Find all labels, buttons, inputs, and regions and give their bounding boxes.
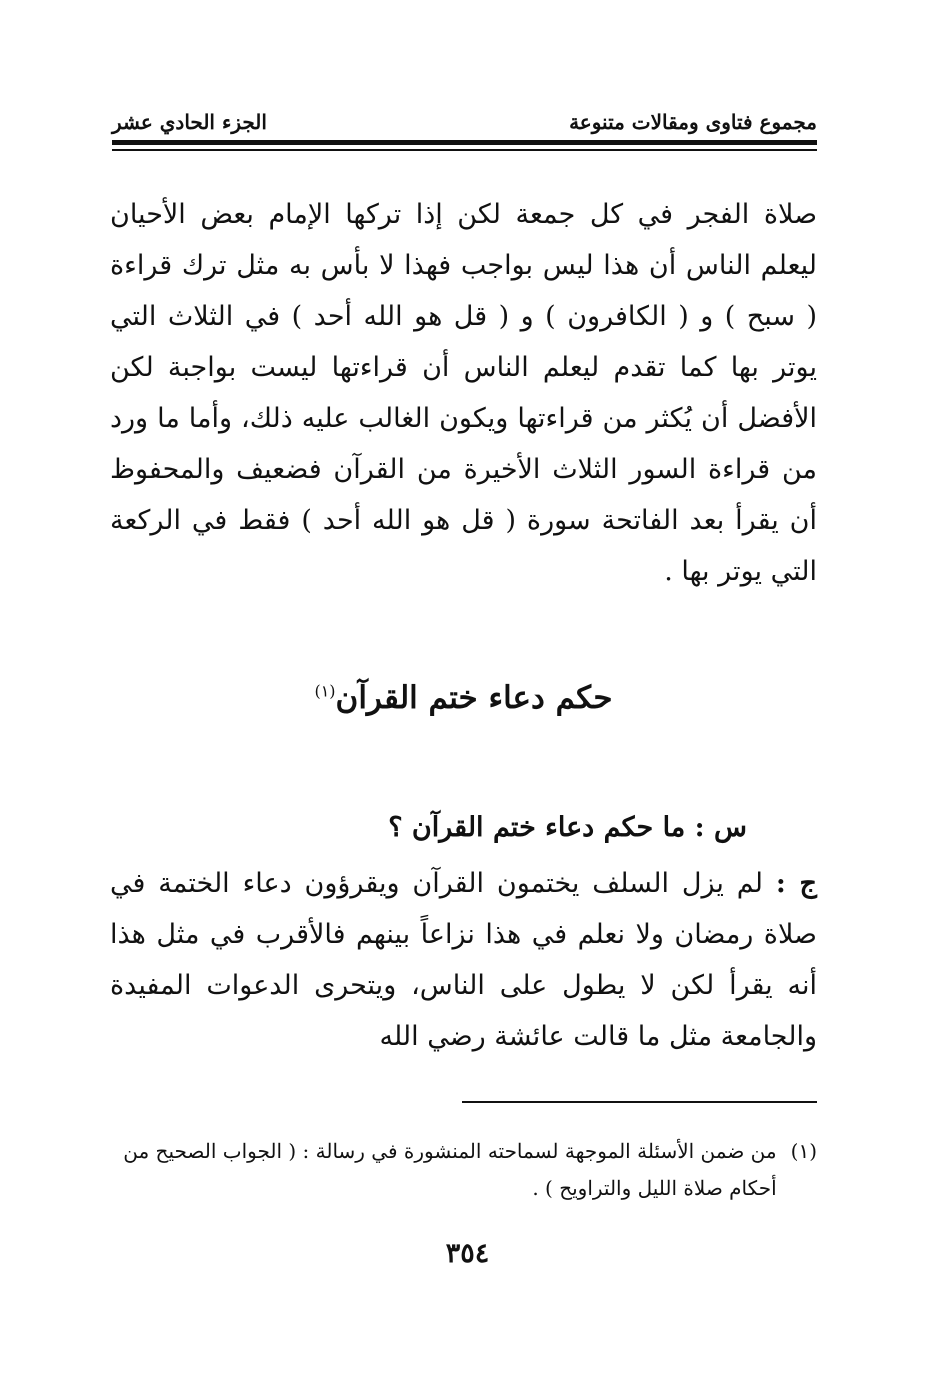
answer-marker: ج : <box>775 868 817 899</box>
paragraph-continued <box>110 189 817 597</box>
answer-text: لم يزل السلف يختمون القرآن ويقرؤون دعاء الختمة في صلاة رمضان ولا نعلم في هذا نزاعاً بينهم فالأقرب في مثل هذا أنه يقرأ لكن لا يطول على الناس، ويتحرى الدعوات المفيدة والجامعة مثل ما قالت عائشة رضي الله <box>110 868 817 1052</box>
series-title: مجموع فتاوى ومقالات متنوعة <box>569 110 817 134</box>
volume-label: الجزء الحادي عشر <box>112 110 267 134</box>
footnote-number: (١) <box>790 1139 817 1163</box>
paragraph-text: صلاة الفجر في كل جمعة لكن إذا تركها الإمام بعض الأحيان ليعلم الناس أن هذا ليس بواجب فهذا لا بأس به مثل ترك قراءة ( سبح ) و ( الكافرون ) و ( قل هو الله أحد ) في الثلاث التي يوتر بها كما تقدم ليعلم الناس أن قراءتها ليست بواجبة لكن الأفضل أن يُكثر من قراءتها ويكون الغالب عليه ذلك، وأما ما ورد من قراءة السور الثلاث الأخيرة من القرآن فضعيف والمحفوظ أن يقرأ بعد الفاتحة سورة ( قل هو الله أحد ) فقط في الركعة التي يوتر بها . <box>110 199 817 587</box>
section-title <box>110 680 817 716</box>
question <box>110 802 817 853</box>
answer <box>110 858 817 1062</box>
section-title-text: حكم دعاء ختم القرآن <box>335 680 613 716</box>
header-rule-thin <box>112 149 817 151</box>
header-rule-thick <box>112 140 817 145</box>
footnote <box>110 1133 817 1207</box>
footnote-text: من ضمن الأسئلة الموجهة لسماحته المنشورة في رسالة : ( الجواب الصحيح من أحكام صلاة الليل والتراويح ) . <box>123 1139 777 1200</box>
question-text: س : ما حكم دعاء ختم القرآن ؟ <box>388 812 747 843</box>
running-head <box>112 104 817 134</box>
page-number: ٣٥٤ <box>445 1238 490 1269</box>
footnote-reference: (١) <box>314 681 336 701</box>
footnote-separator <box>462 1101 817 1103</box>
